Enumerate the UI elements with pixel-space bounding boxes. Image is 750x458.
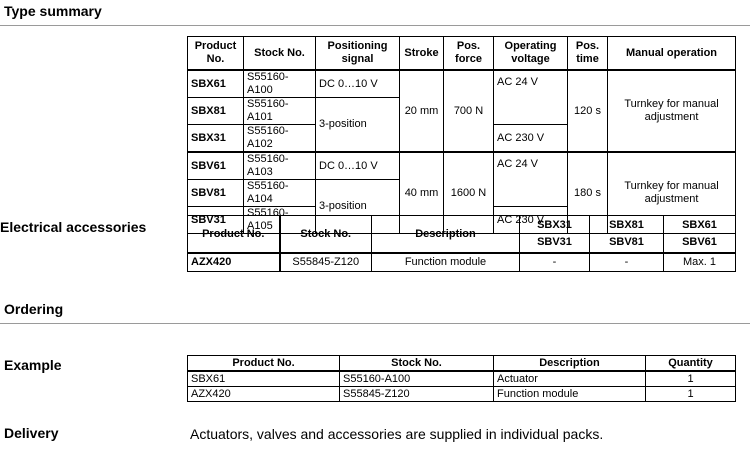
- heading-type-summary: Type summary: [4, 3, 102, 19]
- column-header: Product No.: [188, 216, 280, 254]
- product-cell: SBV31: [188, 207, 244, 234]
- column-header: Product No.: [188, 356, 340, 372]
- stock-cell: S55160-A104: [244, 180, 316, 207]
- type-summary-table: [187, 36, 736, 234]
- product-cell: SBX81: [188, 98, 244, 125]
- stock-cell: S55160-A101: [244, 98, 316, 125]
- table-cell: Function module: [494, 387, 646, 402]
- column-header: Stock No.: [244, 37, 316, 71]
- heading-delivery: Delivery: [4, 425, 59, 441]
- heading-electrical-accessories: Electrical accessories: [0, 219, 147, 235]
- stock-cell: S55160-A103: [244, 152, 316, 180]
- voltage-cell: AC 230 V: [494, 125, 568, 153]
- product-cell: SBX31: [188, 125, 244, 153]
- accessories-table: [187, 215, 736, 272]
- product-cell: SBX61: [188, 70, 244, 98]
- heading-example: Example: [4, 357, 62, 373]
- time-cell: 180 s: [568, 152, 608, 234]
- table-cell: 1: [646, 371, 736, 387]
- voltage-cell: AC 230 V: [494, 207, 568, 234]
- manual-cell: Turnkey for manual adjustment: [608, 152, 736, 234]
- manual-cell: Turnkey for manual adjustment: [608, 70, 736, 152]
- heading-ordering: Ordering: [4, 301, 64, 317]
- column-header: SBX81 SBV81: [590, 216, 664, 254]
- column-header: Operating voltage: [494, 37, 568, 71]
- table-cell: S55845-Z120: [340, 387, 494, 402]
- compat-cell: Max. 1: [664, 253, 736, 272]
- column-header: Positioning signal: [316, 37, 400, 71]
- delivery-text: Actuators, valves and accessories are supplied in individual packs.: [190, 426, 604, 442]
- voltage-cell: AC 24 V: [494, 70, 568, 125]
- signal-cell: DC 0…10 V: [316, 152, 400, 180]
- table-cell: Actuator: [494, 371, 646, 387]
- compat-cell: -: [590, 253, 664, 272]
- product-cell: SBV81: [188, 180, 244, 207]
- force-cell: 1600 N: [444, 152, 494, 234]
- description-cell: Function module: [372, 253, 520, 272]
- example-table: [187, 355, 736, 402]
- stock-cell: S55160-A102: [244, 125, 316, 153]
- voltage-cell: AC 24 V: [494, 152, 568, 207]
- product-cell: SBV61: [188, 152, 244, 180]
- signal-cell: DC 0…10 V: [316, 70, 400, 98]
- column-header: Product No.: [188, 37, 244, 71]
- column-header: Stock No.: [280, 216, 372, 254]
- signal-cell: 3-position: [316, 180, 400, 234]
- table-cell: AZX420: [188, 387, 340, 402]
- table-cell: SBX61: [188, 371, 340, 387]
- stock-cell: S55160-A100: [244, 70, 316, 98]
- column-header: Pos. time: [568, 37, 608, 71]
- column-header: SBX31 SBV31: [520, 216, 590, 254]
- signal-cell: 3-position: [316, 98, 400, 153]
- stock-cell: S55160-A105: [244, 207, 316, 234]
- force-cell: 700 N: [444, 70, 494, 152]
- column-header: Pos. force: [444, 37, 494, 71]
- time-cell: 120 s: [568, 70, 608, 152]
- table-cell: 1: [646, 387, 736, 402]
- table-cell: S55160-A100: [340, 371, 494, 387]
- column-header: Quantity: [646, 356, 736, 372]
- compat-cell: -: [520, 253, 590, 272]
- divider: [0, 323, 750, 324]
- column-header: Description: [372, 216, 520, 254]
- divider: [0, 25, 750, 26]
- column-header: Manual operation: [608, 37, 736, 71]
- column-header: Stock No.: [340, 356, 494, 372]
- column-header: Stroke: [400, 37, 444, 71]
- stroke-cell: 20 mm: [400, 70, 444, 152]
- column-header: Description: [494, 356, 646, 372]
- stock-cell: S55845-Z120: [280, 253, 372, 272]
- product-cell: AZX420: [188, 253, 280, 272]
- stroke-cell: 40 mm: [400, 152, 444, 234]
- column-header: SBX61 SBV61: [664, 216, 736, 254]
